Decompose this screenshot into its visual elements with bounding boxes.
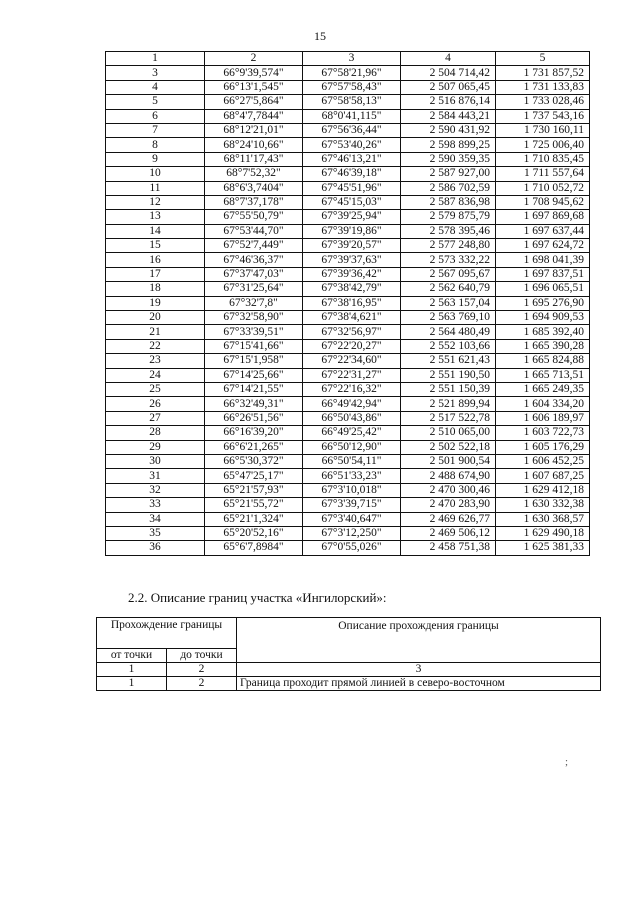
latitude-cell: 68°7'37,178" <box>205 195 303 209</box>
longitude-cell: 67°39'25,94" <box>303 210 401 224</box>
longitude-cell: 66°50'12,90" <box>303 440 401 454</box>
coord-y-cell: 1 630 332,38 <box>496 498 590 512</box>
description-numbering-row <box>97 663 601 677</box>
section-heading: 2.2. Описание границ участка «Ингилорский»: <box>128 590 387 605</box>
coord-y-cell: 1 697 637,44 <box>496 224 590 238</box>
coord-x-cell: 2 578 395,46 <box>401 224 496 238</box>
description-row <box>97 677 601 691</box>
coord-y-cell: 1 607 687,25 <box>496 469 590 483</box>
table-row <box>106 123 590 137</box>
latitude-cell: 65°21'55,72" <box>205 498 303 512</box>
table-row <box>106 368 590 382</box>
longitude-cell: 67°45'51,96" <box>303 181 401 195</box>
latitude-cell: 67°15'41,66" <box>205 339 303 353</box>
latitude-cell: 66°9'39,574" <box>205 66 303 80</box>
table-row <box>106 167 590 181</box>
table-row <box>106 382 590 396</box>
point-number-cell: 17 <box>106 267 205 281</box>
longitude-cell: 67°58'58,13" <box>303 95 401 109</box>
coord-x-cell: 2 590 431,92 <box>401 123 496 137</box>
coord-x-cell: 2 504 714,42 <box>401 66 496 80</box>
coord-x-cell: 2 517 522,78 <box>401 411 496 425</box>
description-header-row <box>97 618 601 649</box>
table-row <box>106 210 590 224</box>
longitude-cell: 67°56'36,44" <box>303 123 401 137</box>
longitude-cell: 66°49'42,94" <box>303 397 401 411</box>
coord-x-cell: 2 564 480,49 <box>401 325 496 339</box>
latitude-cell: 66°5'30,372" <box>205 454 303 468</box>
coord-y-cell: 1 710 835,45 <box>496 152 590 166</box>
latitude-cell: 67°32'7,8" <box>205 296 303 310</box>
coord-y-cell: 1 603 722,73 <box>496 426 590 440</box>
point-number-cell: 25 <box>106 382 205 396</box>
table-row <box>106 339 590 353</box>
coord-y-cell: 1 604 334,20 <box>496 397 590 411</box>
to-point-header: до точки <box>167 649 237 663</box>
point-number-cell: 30 <box>106 454 205 468</box>
latitude-cell: 67°55'50,79" <box>205 210 303 224</box>
point-number-cell: 29 <box>106 440 205 454</box>
table-row <box>106 469 590 483</box>
table-row <box>106 66 590 80</box>
table-row <box>106 498 590 512</box>
coord-x-cell: 2 567 095,67 <box>401 267 496 281</box>
coord-x-cell: 2 469 506,12 <box>401 526 496 540</box>
table-row <box>106 325 590 339</box>
latitude-cell: 65°47'25,17" <box>205 469 303 483</box>
longitude-cell: 66°50'43,86" <box>303 411 401 425</box>
latitude-cell: 66°13'1,545" <box>205 80 303 94</box>
table-row <box>106 152 590 166</box>
point-number-cell: 6 <box>106 109 205 123</box>
passage-header: Прохождение границы <box>97 618 237 649</box>
longitude-cell: 67°22'34,60" <box>303 354 401 368</box>
coord-x-cell: 2 516 876,14 <box>401 95 496 109</box>
latitude-cell: 68°6'3,7404" <box>205 181 303 195</box>
coord-x-cell: 2 577 248,80 <box>401 239 496 253</box>
coordinates-table <box>105 51 590 556</box>
latitude-cell: 67°31'25,64" <box>205 282 303 296</box>
coord-x-cell: 2 470 300,46 <box>401 483 496 497</box>
longitude-cell: 67°57'58,43" <box>303 80 401 94</box>
latitude-cell: 67°14'21,55" <box>205 382 303 396</box>
point-number-cell: 14 <box>106 224 205 238</box>
point-number-cell: 15 <box>106 239 205 253</box>
coordinates-table-body <box>106 52 590 556</box>
coord-x-cell: 2 563 157,04 <box>401 296 496 310</box>
longitude-cell: 67°22'20,27" <box>303 339 401 353</box>
latitude-cell: 67°32'58,90" <box>205 311 303 325</box>
latitude-cell: 66°26'51,56" <box>205 411 303 425</box>
point-number-cell: 32 <box>106 483 205 497</box>
coord-x-cell: 2 598 899,25 <box>401 138 496 152</box>
coordinates-header-row <box>106 52 590 66</box>
table-row <box>106 541 590 555</box>
point-number-cell: 33 <box>106 498 205 512</box>
coord-y-cell: 1 697 837,51 <box>496 267 590 281</box>
coord-y-cell: 1 665 824,88 <box>496 354 590 368</box>
point-number-cell: 8 <box>106 138 205 152</box>
table-row <box>106 454 590 468</box>
coord-x-cell: 2 470 283,90 <box>401 498 496 512</box>
coord-x-cell: 2 587 927,00 <box>401 167 496 181</box>
point-number-cell: 19 <box>106 296 205 310</box>
coord-y-cell: 1 606 189,97 <box>496 411 590 425</box>
from-point-header: от точки <box>97 649 167 663</box>
coord-y-cell: 1 731 857,52 <box>496 66 590 80</box>
coord-x-cell: 2 587 836,98 <box>401 195 496 209</box>
longitude-cell: 67°3'39,715" <box>303 498 401 512</box>
coord-y-cell: 1 730 160,11 <box>496 123 590 137</box>
table-row <box>106 80 590 94</box>
table-row <box>106 224 590 238</box>
table-row <box>106 426 590 440</box>
point-number-cell: 21 <box>106 325 205 339</box>
coord-y-cell: 1 696 065,51 <box>496 282 590 296</box>
longitude-cell: 67°32'56,97" <box>303 325 401 339</box>
point-number-cell: 4 <box>106 80 205 94</box>
coord-x-cell: 2 573 332,22 <box>401 253 496 267</box>
table-row <box>106 296 590 310</box>
coord-x-cell: 2 469 626,77 <box>401 512 496 526</box>
header-cell-5: 5 <box>496 52 590 66</box>
point-number-cell: 7 <box>106 123 205 137</box>
table-row <box>106 239 590 253</box>
point-number-cell: 27 <box>106 411 205 425</box>
coord-y-cell: 1 695 276,90 <box>496 296 590 310</box>
table-row <box>106 109 590 123</box>
longitude-cell: 68°0'41,115" <box>303 109 401 123</box>
description-to-point: 2 <box>167 677 237 691</box>
point-number-cell: 18 <box>106 282 205 296</box>
table-row <box>106 253 590 267</box>
point-number-cell: 5 <box>106 95 205 109</box>
description-text: Граница проходит прямой линией в северо-восточном <box>237 677 601 691</box>
longitude-cell: 67°38'16,95" <box>303 296 401 310</box>
margin-mark: ; <box>565 756 569 768</box>
coord-x-cell: 2 551 190,50 <box>401 368 496 382</box>
longitude-cell: 67°46'13,21" <box>303 152 401 166</box>
longitude-cell: 67°38'42,79" <box>303 282 401 296</box>
point-number-cell: 10 <box>106 167 205 181</box>
table-row <box>106 411 590 425</box>
longitude-cell: 67°22'16,32" <box>303 382 401 396</box>
coord-y-cell: 1 605 176,29 <box>496 440 590 454</box>
latitude-cell: 67°14'25,66" <box>205 368 303 382</box>
longitude-cell: 67°3'10,018" <box>303 483 401 497</box>
boundary-description-table <box>96 617 601 691</box>
longitude-cell: 67°38'4,621" <box>303 311 401 325</box>
point-number-cell: 22 <box>106 339 205 353</box>
coord-x-cell: 2 563 769,10 <box>401 311 496 325</box>
coord-x-cell: 2 551 621,43 <box>401 354 496 368</box>
point-number-cell: 12 <box>106 195 205 209</box>
coord-y-cell: 1 630 368,57 <box>496 512 590 526</box>
coord-x-cell: 2 552 103,66 <box>401 339 496 353</box>
point-number-cell: 24 <box>106 368 205 382</box>
coord-y-cell: 1 698 041,39 <box>496 253 590 267</box>
point-number-cell: 9 <box>106 152 205 166</box>
longitude-cell: 67°46'39,18" <box>303 167 401 181</box>
point-number-cell: 3 <box>106 66 205 80</box>
coord-y-cell: 1 697 869,68 <box>496 210 590 224</box>
longitude-cell: 67°39'20,57" <box>303 239 401 253</box>
longitude-cell: 67°53'40,26" <box>303 138 401 152</box>
longitude-cell: 67°0'55,026" <box>303 541 401 555</box>
latitude-cell: 68°7'52,32" <box>205 167 303 181</box>
longitude-cell: 66°50'54,11" <box>303 454 401 468</box>
table-row <box>106 181 590 195</box>
coord-x-cell: 2 579 875,79 <box>401 210 496 224</box>
coord-y-cell: 1 725 006,40 <box>496 138 590 152</box>
table-row <box>106 526 590 540</box>
latitude-cell: 66°16'39,20" <box>205 426 303 440</box>
numbering-cell-3: 3 <box>237 663 601 677</box>
latitude-cell: 67°15'1,958" <box>205 354 303 368</box>
header-cell-1: 1 <box>106 52 205 66</box>
longitude-cell: 67°3'12,250" <box>303 526 401 540</box>
coord-y-cell: 1 708 945,62 <box>496 195 590 209</box>
table-row <box>106 95 590 109</box>
longitude-cell: 67°39'36,42" <box>303 267 401 281</box>
longitude-cell: 67°39'37,63" <box>303 253 401 267</box>
coord-y-cell: 1 665 713,51 <box>496 368 590 382</box>
numbering-cell-1: 1 <box>97 663 167 677</box>
point-number-cell: 13 <box>106 210 205 224</box>
latitude-cell: 67°46'36,37" <box>205 253 303 267</box>
coord-y-cell: 1 665 390,28 <box>496 339 590 353</box>
latitude-cell: 66°27'5,864" <box>205 95 303 109</box>
table-row <box>106 354 590 368</box>
latitude-cell: 67°37'47,03" <box>205 267 303 281</box>
table-row <box>106 397 590 411</box>
point-number-cell: 26 <box>106 397 205 411</box>
coord-x-cell: 2 584 443,21 <box>401 109 496 123</box>
latitude-cell: 67°52'7,449" <box>205 239 303 253</box>
coord-y-cell: 1 731 133,83 <box>496 80 590 94</box>
coord-y-cell: 1 733 028,46 <box>496 95 590 109</box>
point-number-cell: 31 <box>106 469 205 483</box>
latitude-cell: 68°12'21,01" <box>205 123 303 137</box>
point-number-cell: 23 <box>106 354 205 368</box>
coord-x-cell: 2 502 522,18 <box>401 440 496 454</box>
coord-x-cell: 2 501 900,54 <box>401 454 496 468</box>
latitude-cell: 68°11'17,43" <box>205 152 303 166</box>
numbering-cell-2: 2 <box>167 663 237 677</box>
header-cell-4: 4 <box>401 52 496 66</box>
longitude-cell: 67°3'40,647" <box>303 512 401 526</box>
coord-y-cell: 1 737 543,16 <box>496 109 590 123</box>
coord-y-cell: 1 694 909,53 <box>496 311 590 325</box>
latitude-cell: 65°6'7,8984" <box>205 541 303 555</box>
table-row <box>106 267 590 281</box>
coord-y-cell: 1 711 557,64 <box>496 167 590 181</box>
latitude-cell: 65°21'57,93" <box>205 483 303 497</box>
table-row <box>106 282 590 296</box>
latitude-cell: 66°32'49,31" <box>205 397 303 411</box>
description-from-point: 1 <box>97 677 167 691</box>
latitude-cell: 68°24'10,66" <box>205 138 303 152</box>
coord-y-cell: 1 697 624,72 <box>496 239 590 253</box>
table-row <box>106 483 590 497</box>
point-number-cell: 20 <box>106 311 205 325</box>
coord-y-cell: 1 625 381,33 <box>496 541 590 555</box>
latitude-cell: 65°21'1,324" <box>205 512 303 526</box>
table-row <box>106 138 590 152</box>
coord-x-cell: 2 521 899,94 <box>401 397 496 411</box>
coord-x-cell: 2 562 640,79 <box>401 282 496 296</box>
longitude-cell: 66°49'25,42" <box>303 426 401 440</box>
longitude-cell: 67°22'31,27" <box>303 368 401 382</box>
coord-y-cell: 1 665 249,35 <box>496 382 590 396</box>
coord-x-cell: 2 458 751,38 <box>401 541 496 555</box>
table-row <box>106 311 590 325</box>
table-row <box>106 440 590 454</box>
coord-x-cell: 2 590 359,35 <box>401 152 496 166</box>
table-row <box>106 195 590 209</box>
latitude-cell: 67°33'39,51" <box>205 325 303 339</box>
longitude-cell: 66°51'33,23" <box>303 469 401 483</box>
point-number-cell: 34 <box>106 512 205 526</box>
header-cell-3: 3 <box>303 52 401 66</box>
latitude-cell: 68°4'7,7844" <box>205 109 303 123</box>
latitude-cell: 66°6'21,265" <box>205 440 303 454</box>
coord-y-cell: 1 685 392,40 <box>496 325 590 339</box>
latitude-cell: 67°53'44,70" <box>205 224 303 238</box>
coord-x-cell: 2 507 065,45 <box>401 80 496 94</box>
latitude-cell: 65°20'52,16" <box>205 526 303 540</box>
longitude-cell: 67°58'21,96" <box>303 66 401 80</box>
point-number-cell: 16 <box>106 253 205 267</box>
coord-y-cell: 1 606 452,25 <box>496 454 590 468</box>
coord-y-cell: 1 629 412,18 <box>496 483 590 497</box>
point-number-cell: 11 <box>106 181 205 195</box>
table-row <box>106 512 590 526</box>
coord-x-cell: 2 488 674,90 <box>401 469 496 483</box>
longitude-cell: 67°45'15,03" <box>303 195 401 209</box>
longitude-cell: 67°39'19,86" <box>303 224 401 238</box>
point-number-cell: 35 <box>106 526 205 540</box>
page-number: 15 <box>314 29 326 43</box>
point-number-cell: 28 <box>106 426 205 440</box>
coord-y-cell: 1 629 490,18 <box>496 526 590 540</box>
point-number-cell: 36 <box>106 541 205 555</box>
coord-x-cell: 2 551 150,39 <box>401 382 496 396</box>
coord-x-cell: 2 586 702,59 <box>401 181 496 195</box>
coord-y-cell: 1 710 052,72 <box>496 181 590 195</box>
coord-x-cell: 2 510 065,00 <box>401 426 496 440</box>
header-cell-2: 2 <box>205 52 303 66</box>
description-header: Описание прохождения границы <box>237 618 601 663</box>
